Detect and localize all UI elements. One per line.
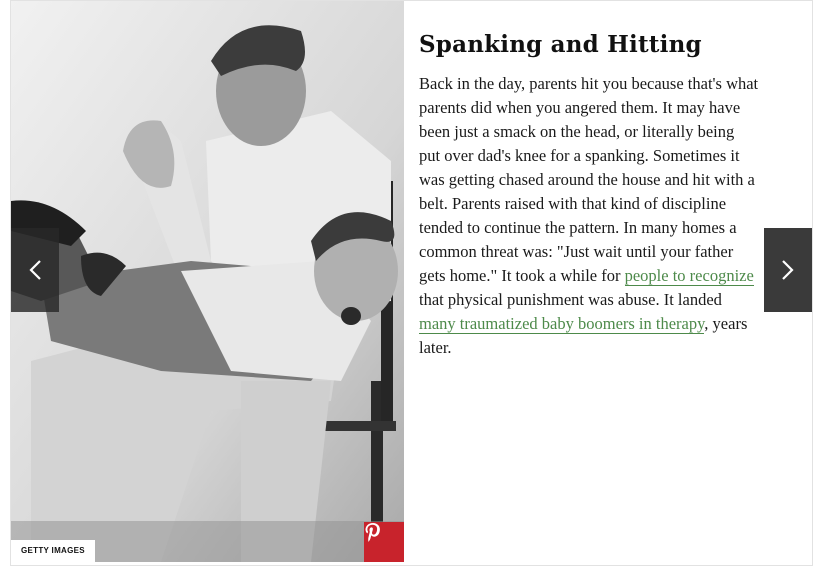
body-text-part: that physical punishment was abuse. It landed bbox=[419, 290, 722, 309]
body-text-part: Back in the day, parents hit you because that's what parents did when you angered them. It may have been just a smack on the head, or literally being put over dad's knee for a spanking. Sometimes it was getting chased around the house and hit with a belt. Parents raised with that kind of discipline tended to continue the pattern. In many homes a common threat was: "Just wait until your father gets home." It took a while for bbox=[419, 74, 759, 285]
chevron-right-icon bbox=[781, 259, 795, 281]
pinterest-button[interactable] bbox=[364, 522, 404, 562]
slide-body-text bbox=[419, 72, 759, 360]
next-slide-button[interactable] bbox=[764, 228, 812, 312]
slideshow-slide bbox=[10, 0, 813, 566]
people-to-recognize-link[interactable]: people to recognize bbox=[624, 266, 754, 285]
father-spanking-son-photo bbox=[11, 1, 404, 562]
pinterest-icon bbox=[364, 522, 382, 542]
slide-photo bbox=[11, 1, 404, 562]
slide-title: Spanking and Hitting bbox=[419, 31, 702, 58]
slide-content bbox=[419, 31, 759, 360]
previous-slide-button[interactable] bbox=[11, 228, 59, 312]
traumatized-baby-boomers-link[interactable]: many traumatized baby boomers in therapy bbox=[419, 314, 705, 333]
body-text-part: , years later. bbox=[419, 314, 748, 357]
photo-credit: GETTY IMAGES bbox=[11, 540, 95, 562]
chevron-left-icon bbox=[28, 259, 42, 281]
